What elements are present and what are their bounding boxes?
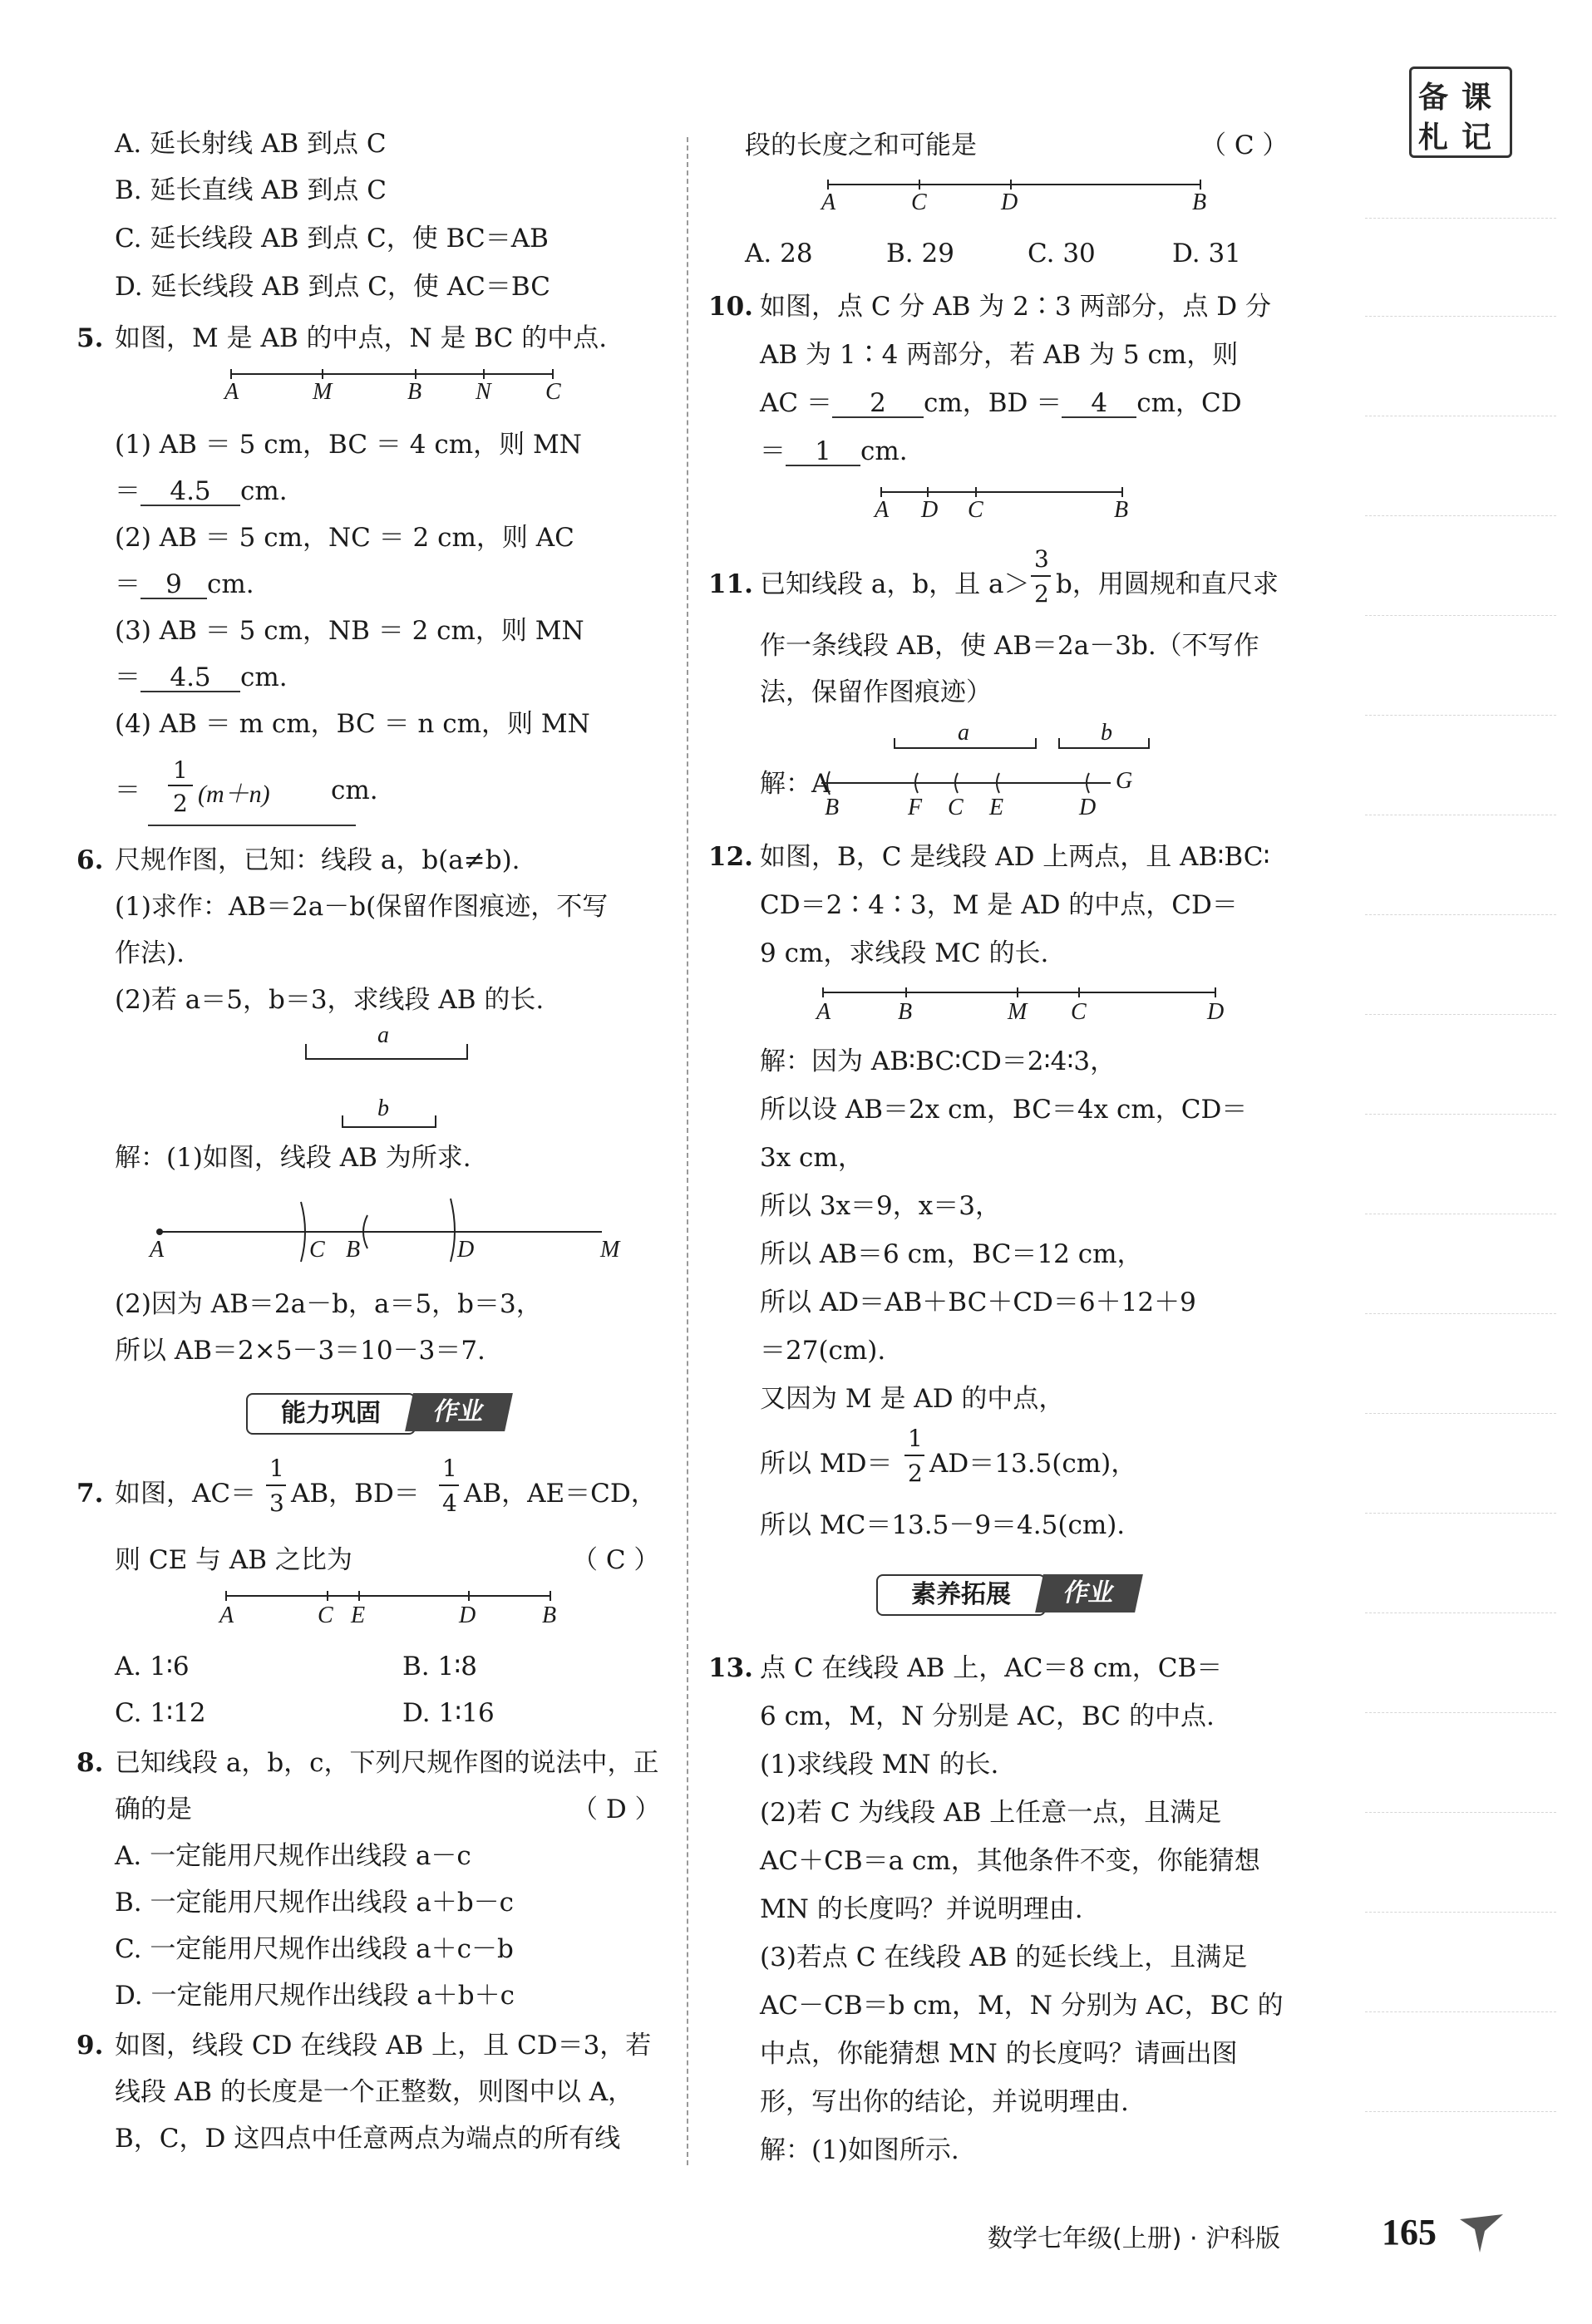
section-title: 能力巩固 bbox=[246, 1393, 416, 1435]
fraction-bar bbox=[439, 1485, 459, 1486]
q13-line2: 6 cm，M，N 分别是 AC，BC 的中点. bbox=[760, 1701, 1215, 1731]
unit: cm. bbox=[207, 569, 254, 599]
note-line bbox=[1365, 2011, 1556, 2012]
q6-solution-3: 所以 AB＝2×5－3＝10－3＝7. bbox=[115, 1336, 485, 1366]
note-line bbox=[1365, 914, 1556, 915]
q10-line1: 如图，点 C 分 AB 为 2∶3 两部分，点 D 分 bbox=[760, 292, 1272, 322]
fraction-bar bbox=[904, 1455, 924, 1456]
q8-number: 8. bbox=[76, 1748, 104, 1778]
text: cm，BD ＝ bbox=[923, 388, 1062, 418]
q11-line2: 作一条线段 AB，使 AB＝2a－3b.（不写作 bbox=[760, 631, 1259, 661]
text: AD＝13.5(cm)， bbox=[929, 1449, 1137, 1479]
point-label: D bbox=[459, 1603, 476, 1628]
section-header-ability bbox=[246, 1393, 512, 1431]
equals: ＝ bbox=[760, 436, 786, 466]
q10-answer-bd: 4 bbox=[1062, 391, 1136, 418]
segment-label: b bbox=[377, 1096, 389, 1121]
footer-book-title: 数学七年级(上册) · 沪科版 bbox=[988, 2224, 1281, 2253]
unit: cm. bbox=[240, 476, 288, 506]
q12-sol-1: 解：因为 AB∶BC∶CD＝2∶4∶3， bbox=[760, 1046, 1116, 1076]
q11-segment-a bbox=[893, 720, 1042, 753]
q7-option-a: A. 1∶6 bbox=[115, 1652, 190, 1681]
point-label: M bbox=[600, 1237, 620, 1263]
q12-sol-7: ＝27(cm). bbox=[760, 1336, 886, 1366]
point-label: E bbox=[989, 795, 1004, 820]
point-label: M bbox=[1008, 999, 1028, 1025]
q13-line7: (3)若点 C 在线段 AB 的延长线上，且满足 bbox=[760, 1942, 1248, 1972]
q11-segment-b bbox=[1057, 720, 1157, 753]
q11-line1 bbox=[708, 544, 1307, 618]
q13-line6: MN 的长度吗？并说明理由. bbox=[760, 1894, 1083, 1924]
point-label: C bbox=[948, 795, 964, 820]
segment-label: a bbox=[958, 720, 969, 746]
point-label: D bbox=[1207, 999, 1225, 1025]
q5-part2-answer-line bbox=[115, 569, 254, 599]
q5-part2: (2) AB ＝ 5 cm，NC ＝ 2 cm，则 AC bbox=[115, 523, 574, 553]
fraction-bar bbox=[168, 785, 193, 786]
fraction-numerator: 3 bbox=[1034, 545, 1049, 573]
fraction-denominator: 2 bbox=[908, 1460, 923, 1487]
q8-line2: 确的是 bbox=[115, 1795, 192, 1824]
equals: ＝ bbox=[115, 775, 140, 805]
q13-number: 13. bbox=[708, 1653, 753, 1683]
q9-option-a: A. 28 bbox=[745, 239, 813, 268]
q5-part4: (4) AB ＝ m cm，BC ＝ n cm，则 MN bbox=[115, 709, 590, 739]
fraction-expression: (m＋n) bbox=[198, 780, 270, 808]
q10-answer-cd: 1 bbox=[786, 439, 860, 466]
equals: ＝ bbox=[115, 662, 140, 692]
q5-part3-answer-line bbox=[115, 662, 288, 692]
point-label: F bbox=[908, 795, 923, 820]
q9-figure bbox=[821, 176, 1220, 218]
q5-stem: 如图，M 是 AB 的中点，N 是 BC 的中点. bbox=[115, 323, 608, 353]
point-label: B bbox=[825, 795, 840, 820]
point-label: D bbox=[457, 1237, 475, 1263]
fraction-denominator: 3 bbox=[269, 1489, 284, 1517]
fraction-denominator: 2 bbox=[1034, 580, 1049, 608]
fraction-numerator: 1 bbox=[442, 1455, 457, 1482]
q4-option-c: C. 延长线段 AB 到点 C，使 BC＝AB bbox=[115, 224, 549, 254]
q4-option-b: B. 延长直线 AB 到点 C bbox=[115, 175, 387, 205]
text: cm，CD bbox=[1136, 388, 1242, 418]
equals: ＝ bbox=[115, 569, 140, 599]
q11-construction bbox=[818, 758, 1151, 825]
q10-figure bbox=[873, 484, 1139, 525]
fraction-numerator: 1 bbox=[908, 1425, 923, 1452]
point-label: C bbox=[318, 1603, 333, 1628]
point-label: A bbox=[816, 999, 831, 1025]
q6-part2: (2)若 a＝5，b＝3，求线段 AB 的长. bbox=[115, 985, 545, 1015]
note-line bbox=[1365, 316, 1556, 317]
q5-part1-answer-line bbox=[115, 476, 288, 506]
q8-stem: 已知线段 a，b，c，下列尺规作图的说法中，正 bbox=[115, 1748, 659, 1778]
section-tag: 作业 bbox=[405, 1393, 513, 1431]
q6-segment-b bbox=[341, 1096, 441, 1132]
fraction-denominator: 4 bbox=[442, 1489, 457, 1517]
q4-option-d: D. 延长线段 AB 到点 C，使 AC＝BC bbox=[115, 272, 550, 302]
page-number: 165 bbox=[1382, 2212, 1437, 2253]
note-line bbox=[1365, 615, 1556, 616]
q5-answer-1: 4.5 bbox=[140, 479, 240, 506]
fraction-numerator: 1 bbox=[173, 756, 188, 784]
q10-number: 10. bbox=[708, 292, 753, 322]
q9-line4: 段的长度之和可能是 bbox=[745, 130, 977, 160]
q5-answer-3: 4.5 bbox=[140, 665, 240, 692]
note-line bbox=[1365, 1712, 1556, 1713]
note-line bbox=[1365, 218, 1556, 219]
point-label: B bbox=[1192, 190, 1207, 215]
note-line bbox=[1365, 1313, 1556, 1314]
point-label: D bbox=[1079, 795, 1097, 820]
point-label: A bbox=[219, 1603, 234, 1628]
point-label: C bbox=[911, 190, 927, 215]
q12-line3: 9 cm，求线段 MC 的长. bbox=[760, 938, 1049, 968]
fraction-numerator: 1 bbox=[269, 1455, 284, 1482]
segment-label: a bbox=[377, 1022, 389, 1048]
point-label: E bbox=[351, 1603, 366, 1628]
q8-option-a: A. 一定能用尺规作出线段 a－c bbox=[115, 1841, 471, 1871]
notes-badge bbox=[1409, 66, 1512, 158]
text: AB，BD＝ bbox=[291, 1479, 420, 1509]
q12-sol-6: 所以 AD＝AB＋BC＋CD＝6＋12＋9 bbox=[760, 1288, 1196, 1317]
point-label: C bbox=[968, 497, 983, 523]
q9-line3: B，C，D 这四点中任意两点为端点的所有线 bbox=[115, 2124, 621, 2154]
point-label: A bbox=[821, 190, 836, 215]
q12-number: 12. bbox=[708, 842, 753, 872]
badge-char: 备 bbox=[1418, 81, 1449, 115]
point-label: G bbox=[1116, 768, 1133, 794]
q8-answer: （ D ） bbox=[572, 1795, 661, 1824]
q12-sol-3: 3x cm， bbox=[760, 1143, 864, 1173]
section-tag: 作业 bbox=[1035, 1574, 1143, 1613]
text: 已知线段 a，b，且 a＞ bbox=[760, 569, 1030, 599]
q5-answer-2: 9 bbox=[140, 572, 207, 599]
point-label: B bbox=[346, 1237, 361, 1263]
point-label: A bbox=[875, 497, 890, 523]
q6-number: 6. bbox=[76, 845, 104, 875]
q9-option-d: D. 31 bbox=[1172, 239, 1241, 268]
q11-line3: 法，保留作图痕迹） bbox=[760, 677, 992, 707]
q10-line4 bbox=[760, 436, 908, 466]
point-label: D bbox=[921, 497, 939, 523]
q6-solution-1: 解：(1)如图，线段 AB 为所求. bbox=[115, 1143, 471, 1173]
segment-label: b bbox=[1101, 720, 1112, 746]
q9-option-b: B. 29 bbox=[886, 239, 954, 268]
q11-solution: 解：A bbox=[760, 769, 831, 799]
note-line bbox=[1365, 1812, 1556, 1813]
point-label: B bbox=[898, 999, 913, 1025]
q12-line1: 如图，B，C 是线段 AD 上两点，且 AB∶BC∶ bbox=[760, 842, 1270, 872]
q12-sol-8: 又因为 M 是 AD 的中点， bbox=[760, 1384, 1065, 1414]
text: AC ＝ bbox=[760, 388, 832, 418]
unit: cm. bbox=[331, 775, 378, 805]
note-line bbox=[1365, 1413, 1556, 1414]
q9-number: 9. bbox=[76, 2031, 104, 2061]
q6-part1: (1)求作：AB＝2a－b(保留作图痕迹，不写 bbox=[115, 892, 609, 922]
note-line bbox=[1365, 515, 1556, 516]
text: 如图，AC＝ bbox=[115, 1479, 257, 1509]
badge-char: 课 bbox=[1461, 81, 1492, 115]
point-label: D bbox=[1001, 190, 1018, 215]
q5-point-label: N bbox=[476, 379, 491, 405]
fraction-bar bbox=[1031, 575, 1051, 577]
note-line bbox=[1365, 1912, 1556, 1913]
q5-part4-answer-line bbox=[115, 753, 447, 825]
badge-char: 记 bbox=[1461, 121, 1492, 155]
q6-solution-2: (2)因为 AB＝2a－b，a＝5，b＝3， bbox=[115, 1289, 542, 1319]
unit: cm. bbox=[240, 662, 288, 692]
q8-option-d: D. 一定能用尺规作出线段 a＋b＋c bbox=[115, 1981, 515, 2011]
q12-sol-5: 所以 AB＝6 cm，BC＝12 cm， bbox=[760, 1239, 1143, 1269]
note-line bbox=[1365, 1513, 1556, 1514]
text: AB，AE＝CD， bbox=[464, 1479, 657, 1509]
q7-number: 7. bbox=[76, 1479, 104, 1509]
q6-stem: 尺规作图，已知：线段 a，b(a≠b). bbox=[115, 845, 520, 875]
q9-answer: （ C ） bbox=[1200, 130, 1289, 160]
q8-option-c: C. 一定能用尺规作出线段 a＋c－b bbox=[115, 1934, 514, 1964]
q5-point-label: M bbox=[313, 379, 333, 405]
section-header-extension bbox=[876, 1574, 1142, 1613]
q12-figure bbox=[815, 984, 1230, 1026]
fraction-bar bbox=[266, 1485, 286, 1486]
q7-line2: 则 CE 与 AB 之比为 bbox=[115, 1545, 352, 1575]
q4-option-a: A. 延长射线 AB 到点 C bbox=[115, 129, 387, 159]
column-divider bbox=[687, 137, 688, 2165]
note-line bbox=[1365, 1114, 1556, 1115]
q5-point-label: A bbox=[224, 379, 239, 405]
section-title: 素养拓展 bbox=[876, 1574, 1046, 1616]
q6-construction bbox=[146, 1182, 645, 1265]
q5-figure bbox=[216, 367, 565, 405]
q6-segment-a bbox=[304, 1022, 471, 1064]
q7-stem bbox=[76, 1453, 675, 1528]
q5-point-label: C bbox=[545, 379, 561, 405]
q6-part1-cont: 作法). bbox=[115, 938, 185, 968]
q13-line3: (1)求线段 MN 的长. bbox=[760, 1750, 999, 1780]
q11-number: 11. bbox=[708, 569, 753, 599]
badge-char: 札 bbox=[1418, 121, 1449, 155]
q10-line3 bbox=[760, 388, 1242, 418]
q7-option-d: D. 1∶16 bbox=[402, 1698, 495, 1728]
q13-line5: AC＋CB＝a cm，其他条件不变，你能猜想 bbox=[760, 1846, 1260, 1876]
q8-option-b: B. 一定能用尺规作出线段 a＋b－c bbox=[115, 1888, 515, 1918]
q10-line2: AB 为 1∶4 两部分，若 AB 为 5 cm，则 bbox=[760, 340, 1239, 370]
q5-part1: (1) AB ＝ 5 cm，BC ＝ 4 cm，则 MN bbox=[115, 430, 582, 460]
point-label: B bbox=[1114, 497, 1129, 523]
q5-segment-svg bbox=[216, 367, 565, 401]
q7-figure bbox=[211, 1589, 577, 1631]
note-line bbox=[1365, 1014, 1556, 1015]
q13-line1: 点 C 在线段 AB 上，AC＝8 cm，CB＝ bbox=[760, 1653, 1223, 1683]
corner-arrow-icon bbox=[1456, 2206, 1506, 2256]
q12-line2: CD＝2∶4∶3，M 是 AD 的中点，CD＝ bbox=[760, 890, 1238, 920]
q5-number: 5. bbox=[76, 323, 104, 353]
fraction-denominator: 2 bbox=[173, 790, 188, 817]
note-line bbox=[1365, 2111, 1556, 2112]
text: 所以 MD＝ bbox=[760, 1449, 893, 1479]
q12-sol-9 bbox=[760, 1423, 1259, 1498]
point-label: B bbox=[542, 1603, 557, 1628]
q7-answer: （ C ） bbox=[572, 1545, 660, 1575]
q13-line9: 中点，你能猜想 MN 的长度吗？请画出图 bbox=[760, 2039, 1238, 2069]
q13-line8: AC－CB＝b cm，M，N 分别为 AC，BC 的 bbox=[760, 1991, 1284, 2021]
equals: ＝ bbox=[115, 476, 140, 506]
q9-line2: 线段 AB 的长度是一个正整数，则图中以 A， bbox=[115, 2077, 634, 2107]
q12-sol-4: 所以 3x＝9，x＝3， bbox=[760, 1191, 1001, 1221]
unit: cm. bbox=[860, 436, 908, 466]
q9-line1: 如图，线段 CD 在线段 AB 上，且 CD＝3，若 bbox=[115, 2031, 652, 2061]
q7-option-c: C. 1∶12 bbox=[115, 1698, 206, 1728]
note-line bbox=[1365, 715, 1556, 716]
q13-line10: 形，写出你的结论，并说明理由. bbox=[760, 2087, 1129, 2117]
point-label: A bbox=[150, 1237, 165, 1263]
q7-option-b: B. 1∶8 bbox=[402, 1652, 478, 1681]
point-label: C bbox=[309, 1237, 325, 1263]
q5-answer-4 bbox=[148, 753, 356, 826]
point-label: C bbox=[1071, 999, 1087, 1025]
q13-line4: (2)若 C 为线段 AB 上任意一点，且满足 bbox=[760, 1798, 1222, 1828]
q5-part3: (3) AB ＝ 5 cm，NB ＝ 2 cm，则 MN bbox=[115, 616, 584, 646]
q12-sol-2: 所以设 AB＝2x cm，BC＝4x cm，CD＝ bbox=[760, 1095, 1248, 1125]
q5-point-label: B bbox=[407, 379, 422, 405]
q12-sol-10: 所以 MC＝13.5－9＝4.5(cm). bbox=[760, 1510, 1126, 1540]
q9-option-c: C. 30 bbox=[1028, 239, 1096, 268]
q13-line11: 解：(1)如图所示. bbox=[760, 2135, 959, 2165]
text: b，用圆规和直尺求 bbox=[1056, 569, 1279, 599]
q10-answer-ac: 2 bbox=[832, 391, 924, 418]
